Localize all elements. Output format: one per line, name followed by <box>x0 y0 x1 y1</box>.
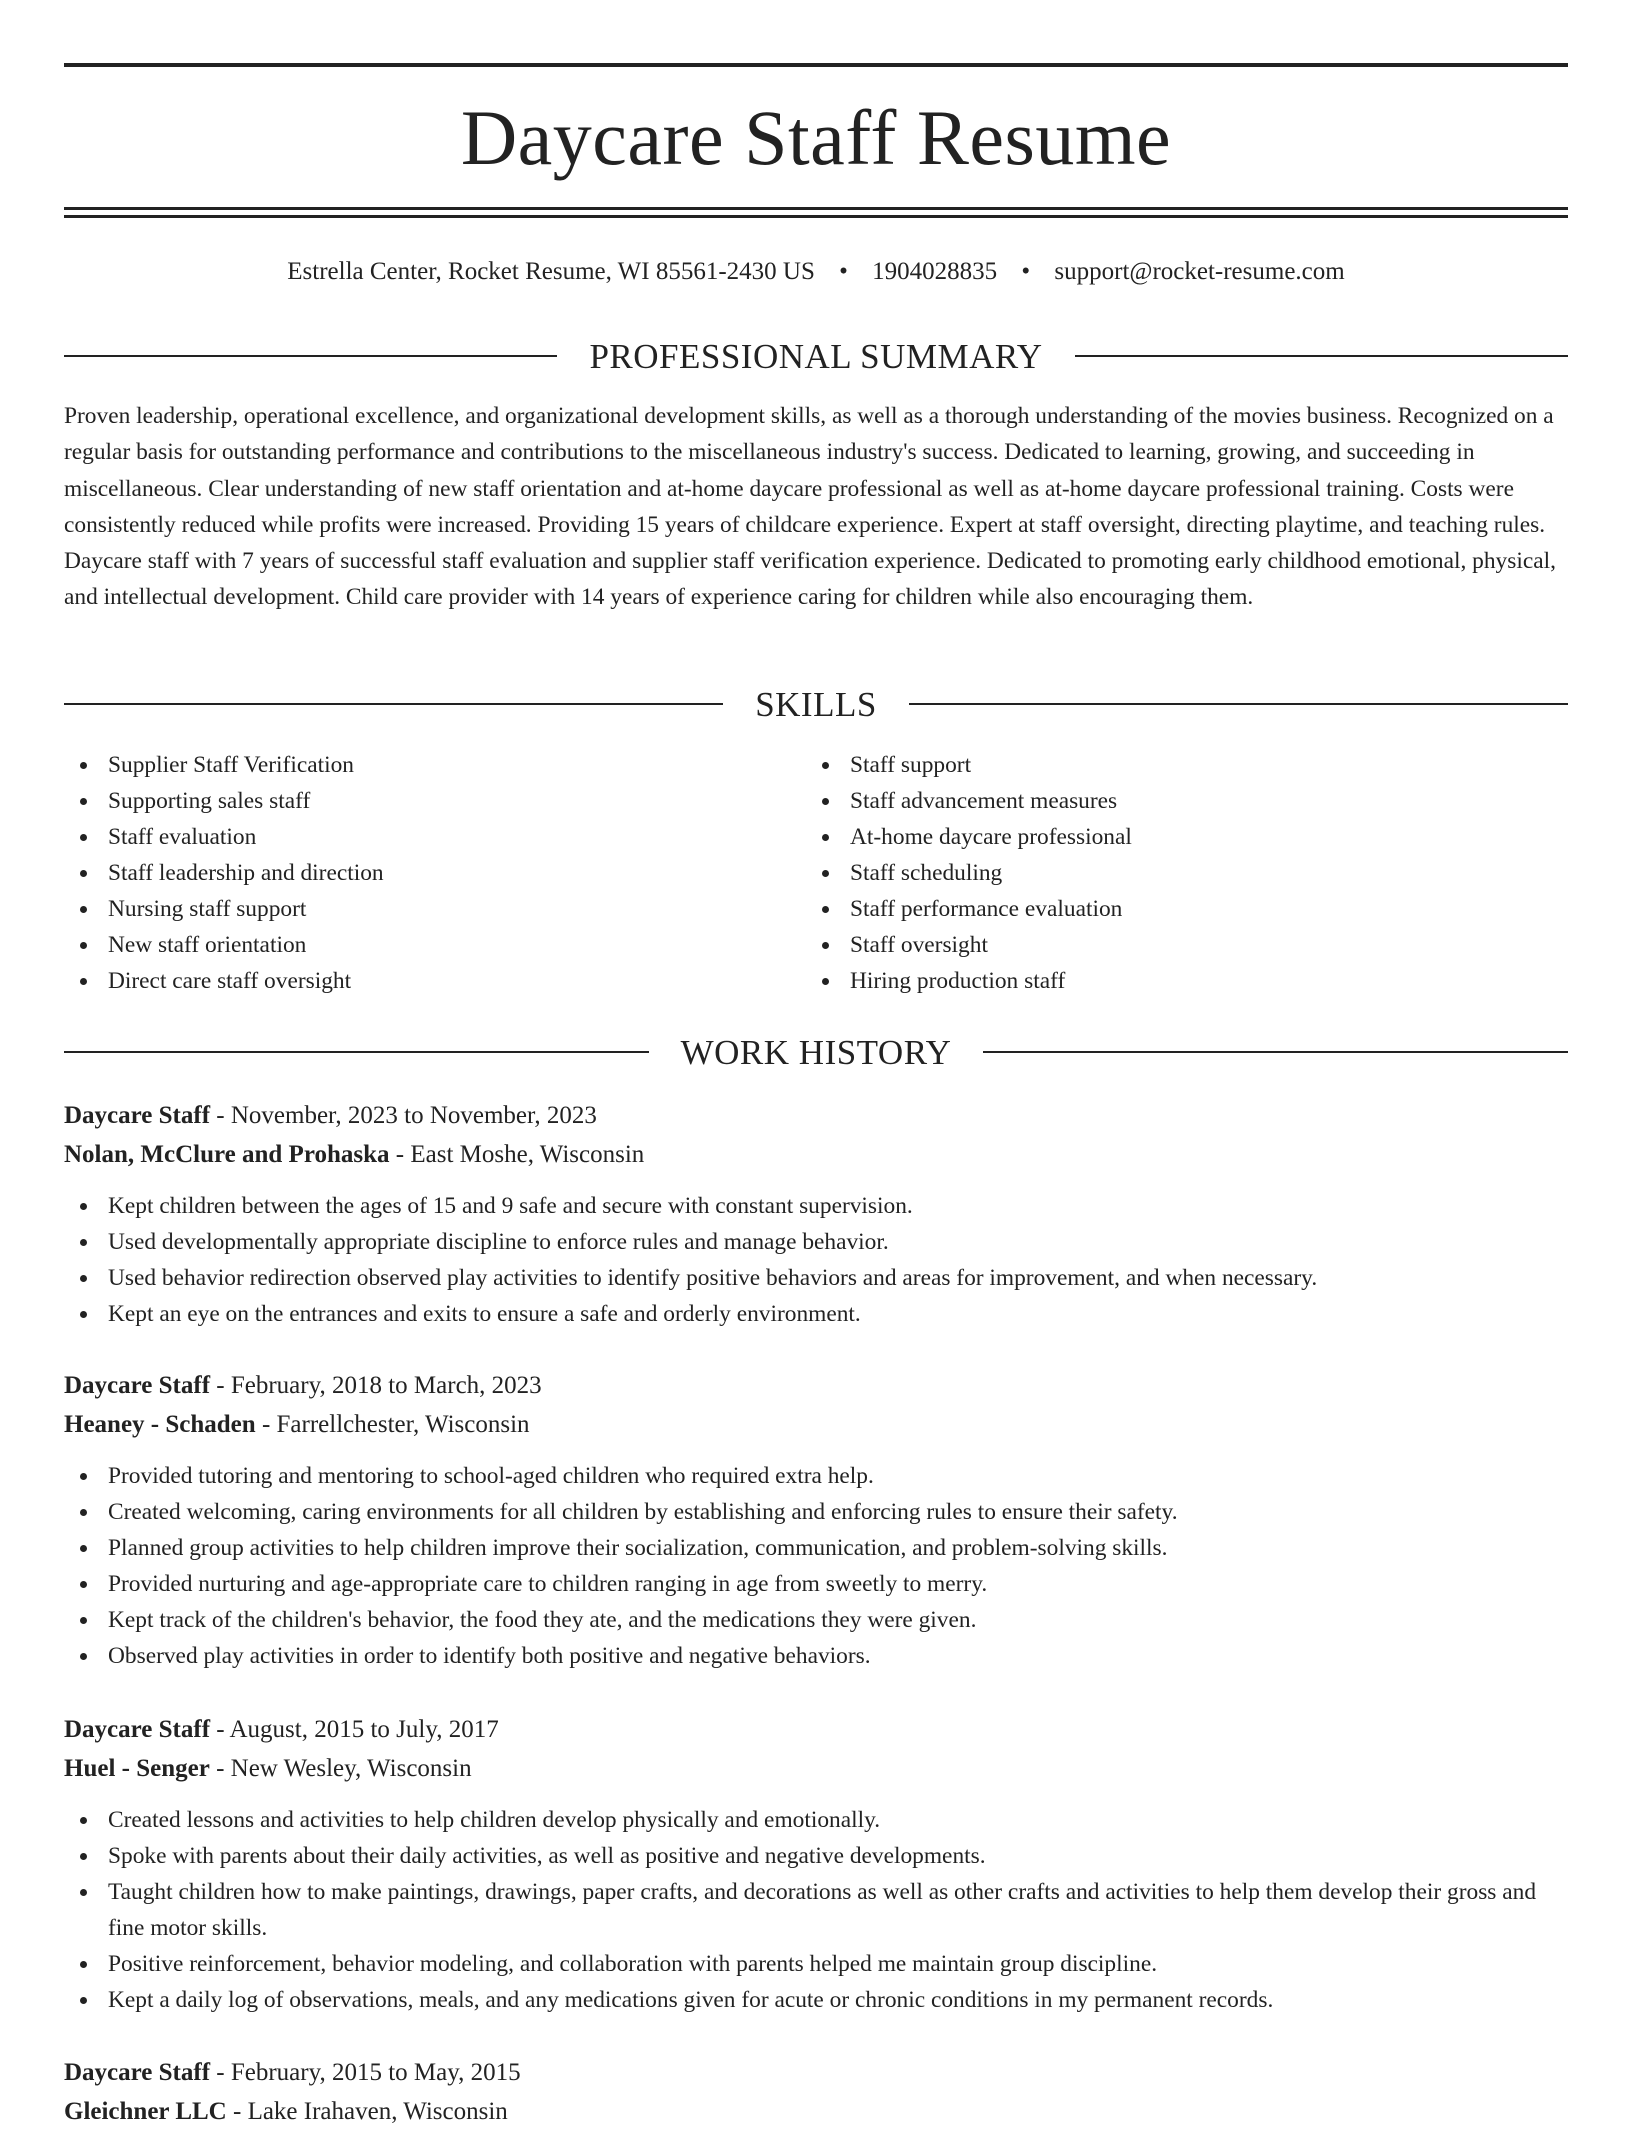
job-duties <box>64 1458 1568 1674</box>
skill-item: New staff orientation <box>64 927 806 963</box>
skill-item: Staff performance evaluation <box>806 891 1548 927</box>
skills-list-right <box>806 747 1548 999</box>
job-entry <box>64 1710 1568 2018</box>
contact-separator: • <box>839 258 848 285</box>
skill-item: Supplier Staff Verification <box>64 747 806 783</box>
duty-item: Created welcoming, caring environments for all children by establishing and enforcing rules to ensure their safety. <box>64 1494 1568 1530</box>
job-dash: - <box>210 1372 231 1399</box>
job-location: East Moshe, Wisconsin <box>410 1141 645 1168</box>
skill-item: Staff scheduling <box>806 855 1548 891</box>
job-dates: February, 2018 to March, 2023 <box>230 1372 542 1399</box>
duty-item: Spoke with parents about their daily activities, as well as positive and negative developments. <box>64 1838 1568 1874</box>
summary-text: Proven leadership, operational excellence, and organizational development skills, as well as a thorough understanding of the movies business. Recognized on a regular basis for outstanding performance and contributions to the miscellaneous industry's success. Dedicated to learning, growing, and succeeding in miscellaneous. Clear understanding of new staff orientation and at-home daycare professional as well as at-home daycare professional training. Costs were consistently reduced while profits were increased. Providing 15 years of childcare experience. Expert at staff oversight, directing playtime, and teaching rules. Daycare staff with 7 years of successful staff evaluation and supplier staff verification experience. Dedicated to promoting early childhood emotional, physical, and intellectual development. Child care provider with 14 years of experience caring for children while also encouraging them. <box>64 403 1556 611</box>
job-company: Gleichner LLC <box>64 2098 227 2125</box>
job-company-line <box>64 1749 1568 1788</box>
job-dash: - <box>226 2098 248 2125</box>
work-history-heading <box>64 1032 1568 1072</box>
title-rule-upper <box>64 207 1568 210</box>
duty-item: Provided nurturing and age-appropriate care to children ranging in age from sweetly to merry. <box>64 1566 1568 1602</box>
heading-rule-right <box>983 1051 1568 1053</box>
job-dash: - <box>209 1755 231 1782</box>
duty-item: Created lessons and activities to help children develop physically and emotionally. <box>64 1802 1568 1838</box>
heading-rule-left <box>64 1051 649 1053</box>
contact-phone: 1904028835 <box>872 258 998 285</box>
duty-item: Kept a daily log of observations, meals, and any medications given for acute or chronic conditions in my permanent records. <box>64 1982 1568 2018</box>
duty-item: Kept children between the ages of 15 and 9 safe and secure with constant supervision. <box>64 1188 1568 1224</box>
duty-item: Kept track of the children's behavior, the food they ate, and the medications they were given. <box>64 1602 1568 1638</box>
job-entry <box>64 2053 1568 2131</box>
contact-address: Estrella Center, Rocket Resume, WI 85561-2430 US <box>287 258 815 285</box>
job-title: Daycare Staff <box>64 1372 211 1399</box>
job-title-line <box>64 1366 1568 1405</box>
skills-list-left <box>64 747 806 999</box>
job-title: Daycare Staff <box>64 1102 211 1129</box>
summary-heading-label: PROFESSIONAL SUMMARY <box>589 336 1043 376</box>
skill-item: Staff leadership and direction <box>64 855 806 891</box>
job-dates: February, 2015 to May, 2015 <box>230 2059 521 2086</box>
job-title-line <box>64 2053 1568 2092</box>
skill-item: Staff oversight <box>806 927 1548 963</box>
job-title: Daycare Staff <box>64 2059 211 2086</box>
contact-separator: • <box>1021 258 1031 285</box>
job-company-line <box>64 1135 1568 1174</box>
resume-title: Daycare Staff Resume <box>460 94 1172 181</box>
heading-rule-right <box>1075 355 1568 357</box>
duty-item: Taught children how to make paintings, drawings, paper crafts, and decorations as well as other crafts and activities to help them develop their gross and fine motor skills. <box>64 1874 1568 1946</box>
skill-item: Staff support <box>806 747 1548 783</box>
skills-columns <box>64 747 1568 999</box>
duty-item: Positive reinforcement, behavior modeling, and collaboration with parents helped me maintain group discipline. <box>64 1946 1568 1982</box>
skill-item: Supporting sales staff <box>64 783 806 819</box>
job-dash: - <box>210 1716 230 1743</box>
job-dates: August, 2015 to July, 2017 <box>229 1716 499 1743</box>
job-title-line <box>64 1096 1568 1135</box>
skill-item: At-home daycare professional <box>806 819 1548 855</box>
top-rule <box>64 63 1568 67</box>
job-dash: - <box>389 1141 411 1168</box>
heading-rule-right <box>909 703 1568 705</box>
job-entry <box>64 1366 1568 1674</box>
job-title: Daycare Staff <box>64 1716 211 1743</box>
work-history-heading-label: WORK HISTORY <box>680 1032 952 1072</box>
duty-item: Kept an eye on the entrances and exits to ensure a safe and orderly environment. <box>64 1296 1568 1332</box>
job-duties <box>64 1188 1568 1332</box>
job-company: Nolan, McClure and Prohaska <box>64 1141 390 1168</box>
heading-rule-left <box>64 355 557 357</box>
job-company: Huel - Senger <box>64 1755 210 1782</box>
job-dates: November, 2023 to November, 2023 <box>230 1102 597 1129</box>
heading-rule-left <box>64 703 723 705</box>
job-company: Heaney - Schaden <box>64 1411 256 1438</box>
summary-heading <box>64 336 1568 376</box>
job-location: Lake Irahaven, Wisconsin <box>247 2098 508 2125</box>
skills-heading-label: SKILLS <box>755 684 877 724</box>
duty-item: Observed play activities in order to identify both positive and negative behaviors. <box>64 1638 1568 1674</box>
contact-email: support@rocket-resume.com <box>1054 258 1345 285</box>
title-rule-lower <box>64 215 1568 218</box>
skills-heading <box>64 684 1568 724</box>
job-dash: - <box>255 1411 277 1438</box>
job-duties <box>64 1802 1568 2018</box>
skill-item: Direct care staff oversight <box>64 963 806 999</box>
job-entry <box>64 1096 1568 1332</box>
job-dash: - <box>210 1102 231 1129</box>
job-company-line <box>64 1405 1568 1444</box>
job-dash: - <box>210 2059 231 2086</box>
duty-item: Provided tutoring and mentoring to school-aged children who required extra help. <box>64 1458 1568 1494</box>
contact-line <box>64 259 1568 284</box>
duty-item: Planned group activities to help children improve their socialization, communication, and problem-solving skills. <box>64 1530 1568 1566</box>
job-title-line <box>64 1710 1568 1749</box>
duty-item: Used behavior redirection observed play activities to identify positive behaviors and areas for improvement, and when necessary. <box>64 1260 1568 1296</box>
skill-item: Nursing staff support <box>64 891 806 927</box>
job-location: Farrellchester, Wisconsin <box>276 1411 530 1438</box>
skill-item: Staff advancement measures <box>806 783 1548 819</box>
job-location: New Wesley, Wisconsin <box>230 1755 472 1782</box>
skill-item: Hiring production staff <box>806 963 1548 999</box>
skill-item: Staff evaluation <box>64 819 806 855</box>
duty-item: Used developmentally appropriate discipline to enforce rules and manage behavior. <box>64 1224 1568 1260</box>
